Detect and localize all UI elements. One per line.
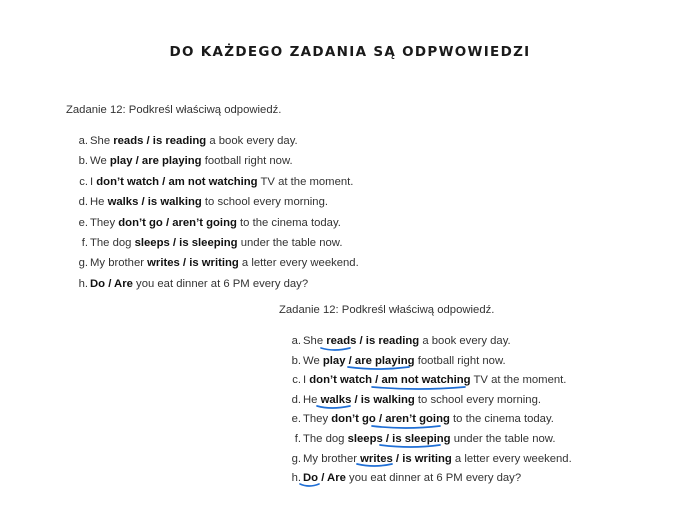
item-text-after: TV at the moment. bbox=[257, 175, 354, 188]
list-item bbox=[66, 155, 359, 175]
item-options: walks / is walking bbox=[107, 196, 202, 209]
item-options: reads / is reading bbox=[326, 335, 420, 347]
list-item bbox=[279, 374, 572, 394]
list-item bbox=[66, 217, 359, 237]
list-item bbox=[279, 335, 572, 355]
item-text-before: The dog bbox=[303, 432, 348, 445]
item-text-after: to the cinema today. bbox=[449, 413, 554, 426]
item-text-before: She bbox=[303, 335, 327, 347]
item-letter: b. bbox=[78, 155, 88, 168]
list-item bbox=[66, 257, 359, 277]
item-text-after: football right now. bbox=[414, 354, 506, 367]
item-letter: a. bbox=[78, 135, 88, 147]
item-letter: g. bbox=[78, 257, 88, 270]
item-letter: d. bbox=[78, 196, 88, 209]
item-text-before: I bbox=[303, 374, 310, 387]
item-text-before: The dog bbox=[90, 236, 135, 249]
task-title: Zadanie 12: Podkreśl właściwą odpowiedź. bbox=[279, 304, 495, 316]
list-item bbox=[279, 394, 572, 414]
item-options: sleeps / is sleeping bbox=[347, 432, 451, 445]
exercise-list bbox=[279, 335, 572, 492]
item-text-after: TV at the moment. bbox=[470, 374, 567, 387]
item-text-after: a book every day. bbox=[206, 135, 298, 147]
item-text-before: We bbox=[90, 155, 110, 168]
item-letter: c. bbox=[292, 374, 301, 387]
item-text-after: football right now. bbox=[201, 155, 293, 168]
item-letter: f. bbox=[294, 432, 301, 445]
list-item bbox=[66, 135, 359, 155]
list-item bbox=[279, 472, 572, 492]
item-letter: g. bbox=[291, 452, 301, 465]
item-text-after: to the cinema today. bbox=[236, 216, 341, 229]
item-options: play / are playing bbox=[109, 155, 202, 168]
item-options: sleeps / is sleeping bbox=[134, 236, 238, 249]
item-options: play / are playing bbox=[322, 354, 415, 367]
item-text-before: I bbox=[90, 175, 97, 188]
item-text-before: He bbox=[303, 393, 321, 406]
list-item bbox=[66, 278, 359, 298]
item-text-after: under the table now. bbox=[237, 236, 343, 249]
item-options: walks / is walking bbox=[320, 393, 415, 406]
item-letter: f. bbox=[81, 236, 88, 249]
exercise-list bbox=[66, 135, 359, 298]
item-text-before: She bbox=[90, 135, 114, 147]
list-item bbox=[279, 453, 572, 473]
item-options: reads / is reading bbox=[113, 135, 207, 147]
item-letter: e. bbox=[291, 413, 301, 426]
item-text-before: They bbox=[303, 413, 332, 426]
item-letter: h. bbox=[291, 472, 301, 485]
item-options: don’t go / aren’t going bbox=[331, 413, 450, 426]
item-text-after: under the table now. bbox=[450, 432, 556, 445]
list-item bbox=[279, 355, 572, 375]
item-letter: b. bbox=[291, 354, 301, 367]
exercise-block-answers bbox=[279, 304, 572, 492]
item-options: don’t go / aren’t going bbox=[118, 216, 237, 229]
item-text-before: My brother bbox=[303, 452, 361, 465]
item-text-before: They bbox=[90, 216, 119, 229]
item-text-after: to school every morning. bbox=[201, 196, 328, 209]
item-text-after: a letter every weekend. bbox=[451, 452, 572, 465]
item-options: don’t watch / am not watching bbox=[96, 175, 258, 188]
item-text-before: He bbox=[90, 196, 108, 209]
item-text-before: We bbox=[303, 354, 323, 367]
item-letter: c. bbox=[79, 175, 88, 188]
item-text-after: to school every morning. bbox=[414, 393, 541, 406]
item-text-after: you eat dinner at 6 PM every day? bbox=[345, 472, 522, 485]
list-item bbox=[279, 433, 572, 453]
item-text-before: My brother bbox=[90, 257, 148, 270]
exercise-block-questions bbox=[66, 104, 359, 298]
item-letter: h. bbox=[78, 277, 88, 290]
item-options: don’t watch / am not watching bbox=[309, 374, 471, 387]
page-header: DO KAŻDEGO ZADANIA SĄ ODPWOWIEDZI bbox=[169, 44, 531, 60]
item-letter: a. bbox=[291, 335, 301, 347]
list-item bbox=[66, 176, 359, 196]
item-letter: e. bbox=[78, 216, 88, 229]
list-item bbox=[279, 413, 572, 433]
item-text-after: a letter every weekend. bbox=[238, 257, 359, 270]
item-options: Do / Are bbox=[303, 472, 346, 485]
item-text-after: a book every day. bbox=[419, 335, 511, 347]
list-item bbox=[66, 237, 359, 257]
task-title: Zadanie 12: Podkreśl właściwą odpowiedź. bbox=[66, 104, 282, 116]
item-text-after: you eat dinner at 6 PM every day? bbox=[132, 277, 309, 290]
item-options: writes / is writing bbox=[147, 257, 239, 270]
item-letter: d. bbox=[291, 393, 301, 406]
item-options: Do / Are bbox=[90, 277, 133, 290]
item-options: writes / is writing bbox=[360, 452, 452, 465]
list-item bbox=[66, 196, 359, 216]
